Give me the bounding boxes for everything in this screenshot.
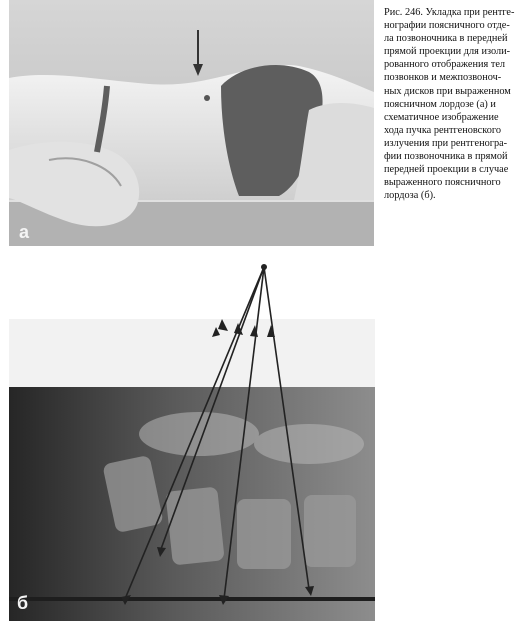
caption-line: фии позвоночника в прямой (384, 151, 508, 163)
caption-line: излучения при рентгеногра- (384, 137, 508, 149)
panel-a-label: а (19, 222, 30, 242)
caption-line: поясничном лордозе (а) и (384, 98, 496, 110)
caption-line: лордоза (б). (384, 190, 436, 202)
figure-caption (384, 6, 520, 202)
positioning-photo-drawing (9, 0, 374, 246)
caption-line: передней проекции в случае (384, 164, 509, 176)
x-ray-source-point-icon (261, 264, 267, 270)
caption-line: нографии поясничного отде- (384, 20, 510, 32)
panel-b-label: б (17, 593, 29, 613)
radiograph-diagram (9, 259, 375, 621)
caption-line: ных дисков при выраженном (384, 85, 511, 97)
radiograph-drawing (9, 259, 375, 621)
caption-line: рованного отображения тел (384, 59, 506, 71)
caption-line: хода пучка рентгеновского (384, 124, 501, 136)
caption-line: выраженного поясничного (384, 177, 501, 189)
caption-line: позвонков и межпозвоноч- (384, 72, 502, 84)
caption-line: ла позвоночника в передней (384, 33, 508, 45)
positioning-photo (9, 0, 374, 246)
caption-line: прямой проекции для изоли- (384, 46, 511, 58)
caption-line: схематичное изображение (384, 111, 499, 123)
caption-line: Рис. 246. Укладка при рентге- (384, 7, 515, 18)
marker-dot (204, 95, 210, 101)
